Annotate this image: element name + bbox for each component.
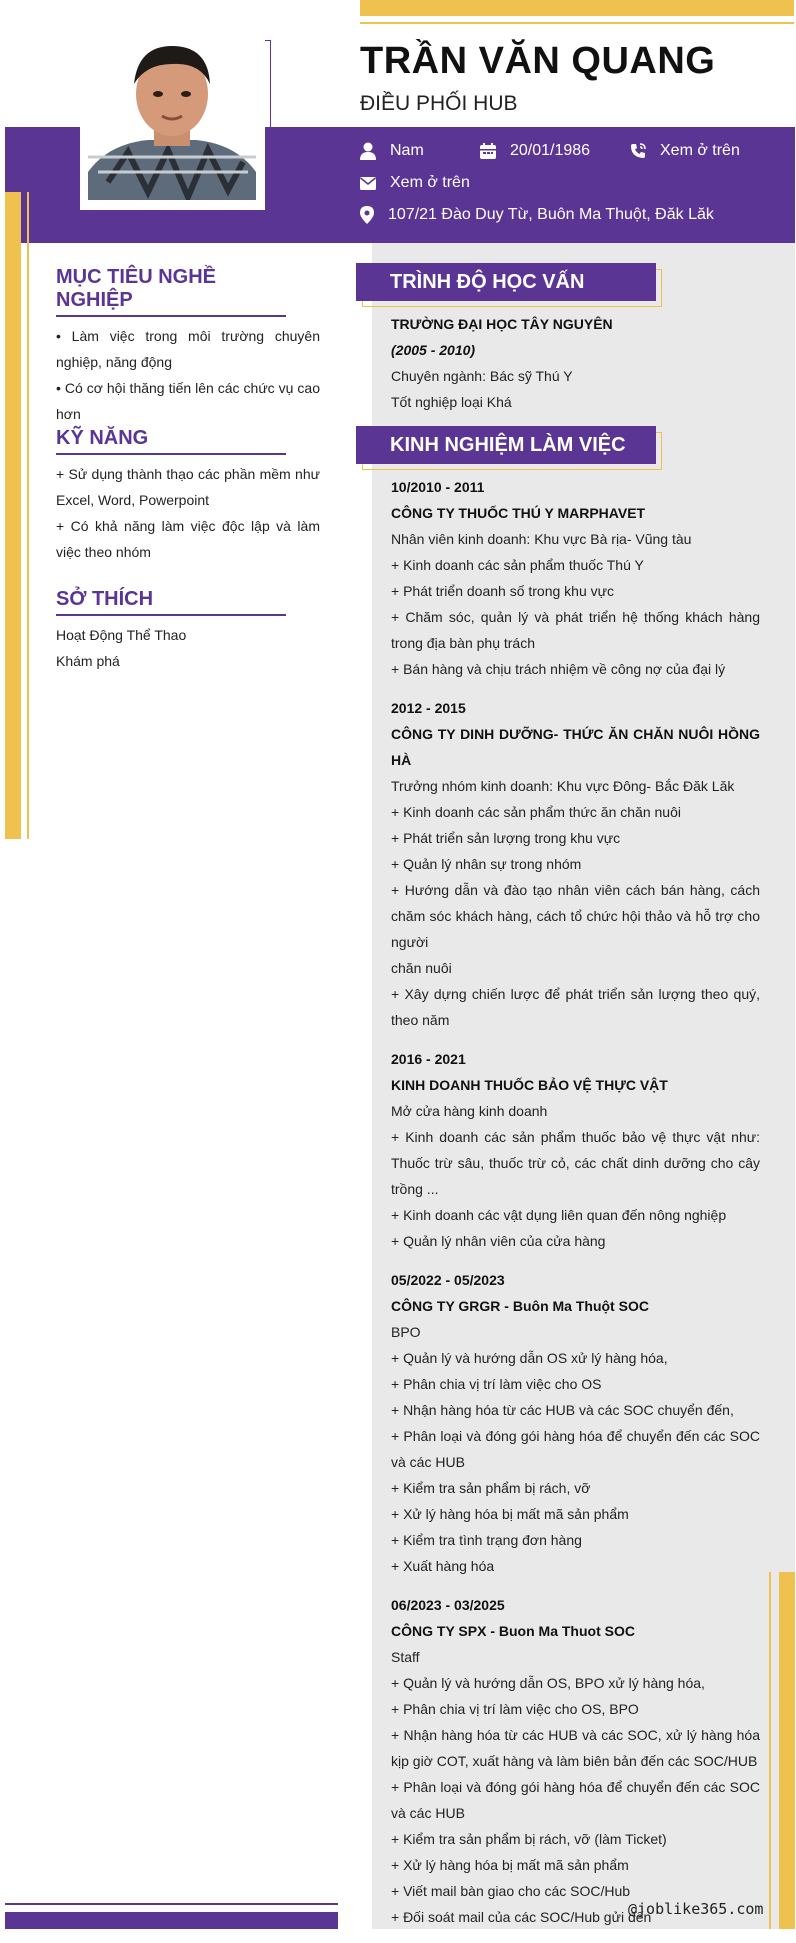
job-duty: + Phát triển sản lượng trong khu vực xyxy=(391,830,621,846)
education-school: TRƯỜNG ĐẠI HỌC TÂY NGUYÊN xyxy=(391,316,613,332)
candidate-role: ĐIỀU PHỐI HUB xyxy=(360,92,518,115)
job-duty: chăn nuôi xyxy=(391,960,452,976)
job-duty: + Kinh doanh các sản phẩm thức ăn chăn nuôi xyxy=(391,804,681,820)
job-period: 10/2010 - 2011 xyxy=(391,479,485,495)
location-pin-icon xyxy=(360,206,374,224)
address-row xyxy=(360,206,714,224)
candidate-name: TRẦN VĂN QUANG xyxy=(360,40,716,82)
job-duty: + Hướng dẫn và đào tạo nhân viên cách bán hàng, cách chăm sóc khách hàng, cách tổ chức hội thảo và hỗ trợ cho người xyxy=(391,882,760,950)
job-duty: + Xử lý hàng hóa bị mất mã sản phẩm xyxy=(391,1857,629,1873)
email-row xyxy=(360,174,470,192)
job-duty: + Quản lý nhân viên của cửa hàng xyxy=(391,1233,606,1249)
email-value: Xem ở trên xyxy=(390,174,470,191)
education-grade: Tốt nghiệp loại Khá xyxy=(391,394,512,410)
birthday-row xyxy=(480,142,590,160)
job-duty: + Kinh doanh các vật dụng liên quan đến nông nghiệp xyxy=(391,1207,727,1223)
job-duty: + Kiểm tra tình trạng đơn hàng xyxy=(391,1532,582,1548)
job-position: Mở cửa hàng kinh doanh xyxy=(391,1103,548,1119)
gender-value: Nam xyxy=(390,142,424,159)
job-position: Staff xyxy=(391,1649,420,1665)
job-position: BPO xyxy=(391,1324,421,1340)
job-company: KINH DOANH THUỐC BẢO VỆ THỰC VẬT xyxy=(391,1077,668,1093)
phone-value: Xem ở trên xyxy=(660,142,740,159)
education-major: Chuyên ngành: Bác sỹ Thú Y xyxy=(391,368,573,384)
experience-heading xyxy=(356,426,656,464)
job-duty: + Phân chia vị trí làm việc cho OS xyxy=(391,1376,602,1392)
education-period: (2005 - 2010) xyxy=(391,342,476,358)
job-period: 05/2022 - 05/2023 xyxy=(391,1272,505,1288)
job-duty: + Quản lý và hướng dẫn OS xử lý hàng hóa, xyxy=(391,1350,668,1366)
job-duty: + Nhận hàng hóa từ các HUB và các SOC chuyển đến, xyxy=(391,1402,734,1418)
phone-icon xyxy=(630,143,646,159)
address-value: 107/21 Đào Duy Từ, Buôn Ma Thuột, Đăk Lăk xyxy=(388,206,714,223)
skills-title: KỸ NĂNG xyxy=(56,427,286,455)
objective-title: MỤC TIÊU NGHỀ NGHIỆP xyxy=(56,266,286,317)
user-icon xyxy=(360,142,376,160)
job-company: CÔNG TY THUỐC THÚ Y MARPHAVET xyxy=(391,505,646,521)
job-entry xyxy=(391,1046,760,1254)
job-duty: + Chăm sóc, quản lý và phát triển hệ thống khách hàng trong địa bàn phụ trách xyxy=(391,609,760,651)
mail-icon xyxy=(360,177,376,190)
job-duty: + Quản lý và hướng dẫn OS, BPO xử lý hàng hóa, xyxy=(391,1675,705,1691)
bottom-accent-bar xyxy=(5,1912,338,1929)
birthday-value: 20/01/1986 xyxy=(510,142,591,159)
job-entry xyxy=(391,1267,760,1579)
bottom-accent-line xyxy=(5,1903,338,1905)
job-position: Trưởng nhóm kinh doanh: Khu vực Đông- Bắc Đăk Lăk xyxy=(391,778,735,794)
job-duty: + Xuất hàng hóa xyxy=(391,1558,495,1574)
experience-title: KINH NGHIỆM LÀM VIỆC xyxy=(390,434,626,456)
job-duty: + Phân loại và đóng gói hàng hóa để chuyển đến các SOC và các HUB xyxy=(391,1428,760,1470)
calendar-icon xyxy=(480,143,496,159)
objective-item: • Làm việc trong môi trường chuyên nghiệp, năng động xyxy=(56,328,320,370)
skill-item: + Sử dụng thành thạo các phần mềm như Excel, Word, Powerpoint xyxy=(56,466,320,508)
job-duty: + Phân loại và đóng gói hàng hóa để chuyển đến các SOC và các HUB xyxy=(391,1779,760,1821)
job-duty: + Xây dựng chiến lược để phát triển sản lượng theo quý, theo năm xyxy=(391,986,760,1028)
right-accent-line xyxy=(769,1572,771,1929)
job-company: CÔNG TY GRGR - Buôn Ma Thuột SOC xyxy=(391,1298,649,1314)
job-duty: + Nhận hàng hóa từ các HUB và các SOC, xử lý hàng hóa kịp giờ COT, xuất hàng và làm biên bản đến các SOC/HUB xyxy=(391,1727,760,1769)
job-duty: + Đối soát mail của các SOC/Hub gửi đến xyxy=(391,1909,652,1925)
job-duty: + Xử lý hàng hóa bị mất mã sản phẩm xyxy=(391,1506,629,1522)
left-accent-line xyxy=(27,192,29,839)
phone-row xyxy=(630,142,740,160)
skills-section xyxy=(56,427,320,565)
job-duty: + Kinh doanh các sản phẩm thuốc bảo vệ thực vật như: Thuốc trừ sâu, thuốc trừ cỏ, các chất dinh dưỡng cho cây trồng ... xyxy=(391,1129,760,1197)
hobbies-title: SỞ THÍCH xyxy=(56,588,286,616)
job-company: CÔNG TY SPX - Buon Ma Thuot SOC xyxy=(391,1623,635,1639)
job-company: CÔNG TY DINH DƯỠNG- THỨC ĂN CHĂN NUÔI HỒNG HÀ xyxy=(391,726,760,768)
hobbies-section xyxy=(56,588,320,674)
job-period: 06/2023 - 03/2025 xyxy=(391,1597,505,1613)
gender-row xyxy=(360,142,424,160)
objective-item: • Có cơ hội thăng tiến lên các chức vụ cao hơn xyxy=(56,380,320,422)
watermark: @joblike365.com xyxy=(628,1900,764,1918)
job-duty: + Viết mail bàn giao cho các SOC/Hub xyxy=(391,1883,631,1899)
objective-section xyxy=(56,266,320,427)
right-accent-bar xyxy=(779,1572,795,1929)
left-accent-bar xyxy=(5,192,21,839)
job-duty: + Kiểm tra sản phẩm bị rách, vỡ (làm Ticket) xyxy=(391,1831,667,1847)
job-period: 2012 - 2015 xyxy=(391,700,466,716)
job-position: Nhân viên kinh doanh: Khu vực Bà rịa- Vũng tàu xyxy=(391,531,692,547)
job-duty: + Phân chia vị trí làm việc cho OS, BPO xyxy=(391,1701,639,1717)
top-accent-bar xyxy=(360,0,794,16)
hobby-item: Khám phá xyxy=(56,653,120,669)
skill-item: + Có khả năng làm việc độc lập và làm việc theo nhóm xyxy=(56,518,320,560)
avatar xyxy=(88,32,256,200)
job-duty: + Bán hàng và chịu trách nhiệm về công nợ của đại lý xyxy=(391,661,726,677)
job-duty: + Phát triển doanh số trong khu vực xyxy=(391,583,615,599)
job-entry xyxy=(391,1592,760,1930)
job-duty: + Quản lý nhân sự trong nhóm xyxy=(391,856,582,872)
top-accent-line xyxy=(360,22,794,24)
education-heading xyxy=(356,263,656,301)
experience-list xyxy=(391,474,760,1943)
job-duty: + Kiểm tra sản phẩm bị rách, vỡ xyxy=(391,1480,591,1496)
job-entry xyxy=(391,695,760,1033)
job-duty: + Kinh doanh các sản phẩm thuốc Thú Y xyxy=(391,557,644,573)
education-block xyxy=(391,311,760,415)
education-title: TRÌNH ĐỘ HỌC VẤN xyxy=(390,271,585,293)
hobby-item: Hoạt Động Thể Thao xyxy=(56,627,187,643)
job-entry xyxy=(391,474,760,682)
job-period: 2016 - 2021 xyxy=(391,1051,466,1067)
